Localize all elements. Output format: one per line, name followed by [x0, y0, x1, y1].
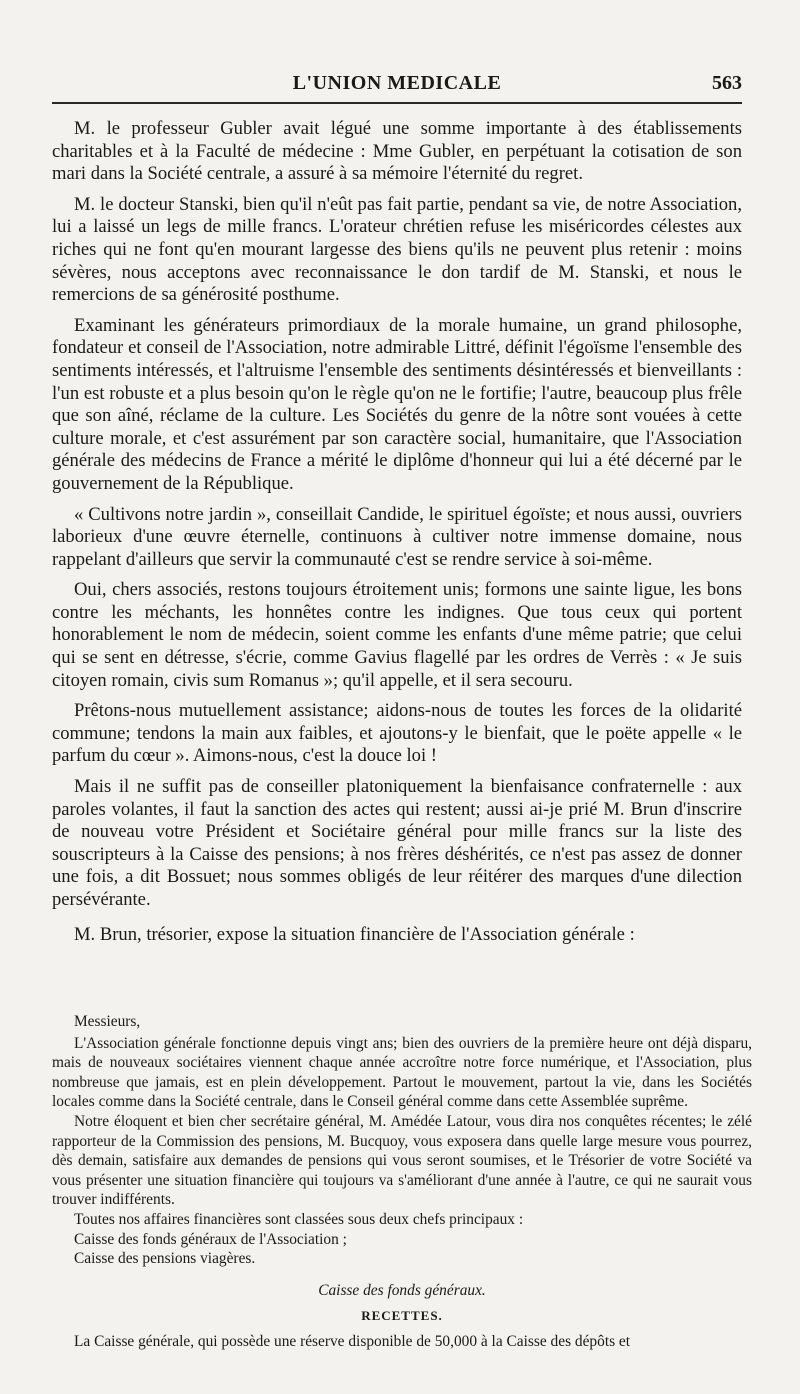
- paragraph-ligue: Oui, chers associés, restons toujours étroitement unis; formons une sainte ligue, les bons contre les méchants, les honnêtes contre les indignes. Que tous ceux qui portent honorablement le nom de médecin, soient comme les enfants d'une même patrie; que celui qui se sent en détresse, s'écrie, comme Gavius flagellé par les ordres de Verrès : « Je suis citoyen romain, civis sum Romanus »; qu'il appelle, et il sera secouru.: [52, 579, 742, 691]
- header-rule: [52, 102, 742, 104]
- report-paragraph-2: Notre éloquent et bien cher secrétaire général, M. Amédée Latour, vous dira nos conquêtes récentes; le zélé rapporteur de la Commission des pensions, M. Bucquoy, vous exposera dans quelle large mesure vous pourrez, dès demain, satisfaire aux demandes de pensions qui vous seront soumises, et le Trésorier de votre Société va vous présenter une situation financière qui toujours va s'améliorant d'une année à l'autre, ce qui ne saurait vous trouver indifférents.: [52, 1112, 752, 1209]
- greeting: Messieurs,: [74, 1013, 141, 1030]
- caisse-line-1: Caisse des fonds généraux de l'Association ;: [74, 1230, 347, 1248]
- page-header: [52, 0, 742, 100]
- document-page: [52, 0, 752, 1350]
- section-title: Caisse des fonds généraux.: [318, 1281, 486, 1299]
- page-number: 563: [712, 72, 742, 94]
- paragraph-candide: « Cultivons notre jardin », conseillait Candide, le spirituel égoïste; et nous aussi, ouvriers laborieux d'une œuvre éternelle, continuons à cultiver notre immense domaine, nous rappelant d'ailleurs que servir la communauté c'est se rendre service à soi-même.: [52, 503, 742, 570]
- caisse-line-2: Caisse des pensions viagères.: [74, 1250, 256, 1268]
- paragraph-littre: Examinant les générateurs primordiaux de la morale humaine, un grand philosophe, fondateur et conseil de l'Association, notre admirable Littré, définit l'égoïsme l'ensemble des sentiments intéressés, et l'altruisme l'ensemble des sentiments désintéressés et bienveillants : l'un est robuste et a plus besoin qu'on le règle qu'on ne le fortifie; l'autre, beaucoup plus frêle que son aîné, réclame de la culture. Les Sociétés du genre de la nôtre sont vouées à cette culture morale, et c'est assurément par son caractère social, humanitaire, que l'Association générale des médecins de France a mérité le diplôme d'honneur qui lui a été décerné par le gouvernement de la République.: [52, 314, 742, 494]
- running-title: L'UNION MEDICALE: [292, 72, 502, 94]
- paragraph-stanski: M. le docteur Stanski, bien qu'il n'eût pas fait partie, pendant sa vie, de notre Association, lui a laissé un legs de mille francs. L'orateur chrétien refuse les miséricordes célestes aux riches qui ne font qu'en mourant largesse des biens qu'ils ne peuvent plus retenir : moins sévères, nous acceptons avec reconnaissance le don tardif de M. Stanski, et nous le remercions de sa générosité posthume.: [52, 193, 742, 306]
- paragraph-bienfaisance: Mais il ne suffit pas de conseiller platoniquement la bienfaisance confraternelle : aux paroles volantes, il faut la sanction des actes qui restent; aussi ai-je prié M. Brun d'inscrire de nouveau votre Président et Sociétaire général pour mille francs sur la liste des souscripteurs à la Caisse des pensions; à nos frères déshérités, ce n'est pas assez de donner une fois, a dit Bossuet; nous sommes obligés de leur réitérer des marques d'une dilection persévérante.: [52, 776, 742, 910]
- treasurer-report: [52, 1012, 752, 1352]
- paragraph-gubler: M. le professeur Gubler avait légué une somme importante à des établissements charitables et à la Faculté de médecine : Mme Gubler, en perpétuant la cotisation de son mari dans la Société centrale, a assuré à sa mémoire l'éternité du regret.: [52, 118, 742, 185]
- paragraph-assistance: Prêtons-nous mutuellement assistance; aidons-nous de toutes les forces de la olidarité commune; tendons la main aux faibles, et ajoutons-y le bienfait, que le poëte appelle « le parfum du cœur ». Aimons-nous, c'est la douce loi !: [52, 700, 742, 767]
- subsection-title: RECETTES.: [361, 1308, 443, 1324]
- main-text: [52, 118, 742, 954]
- report-paragraph-1: L'Association générale fonctionne depuis vingt ans; bien des ouvriers de la première heure ont déjà disparu, mais de nouveaux sociétaires viennent chaque année accroître notre force numérique, et l'Association, plus nombreuse que jamais, est en plein développement. Partout le mouvement, partout la vie, dans les Sociétés locales comme dans la Société centrale, dans le Conseil général comme dans cette Assemblée suprême.: [52, 1034, 752, 1111]
- report-paragraph-3: Toutes nos affaires financières sont classées sous deux chefs principaux :: [74, 1210, 524, 1228]
- treasurer-intro: M. Brun, trésorier, expose la situation financière de l'Association générale :: [74, 923, 635, 945]
- last-line: La Caisse générale, qui possède une réserve disponible de 50,000 à la Caisse des dépôts et: [74, 1332, 631, 1350]
